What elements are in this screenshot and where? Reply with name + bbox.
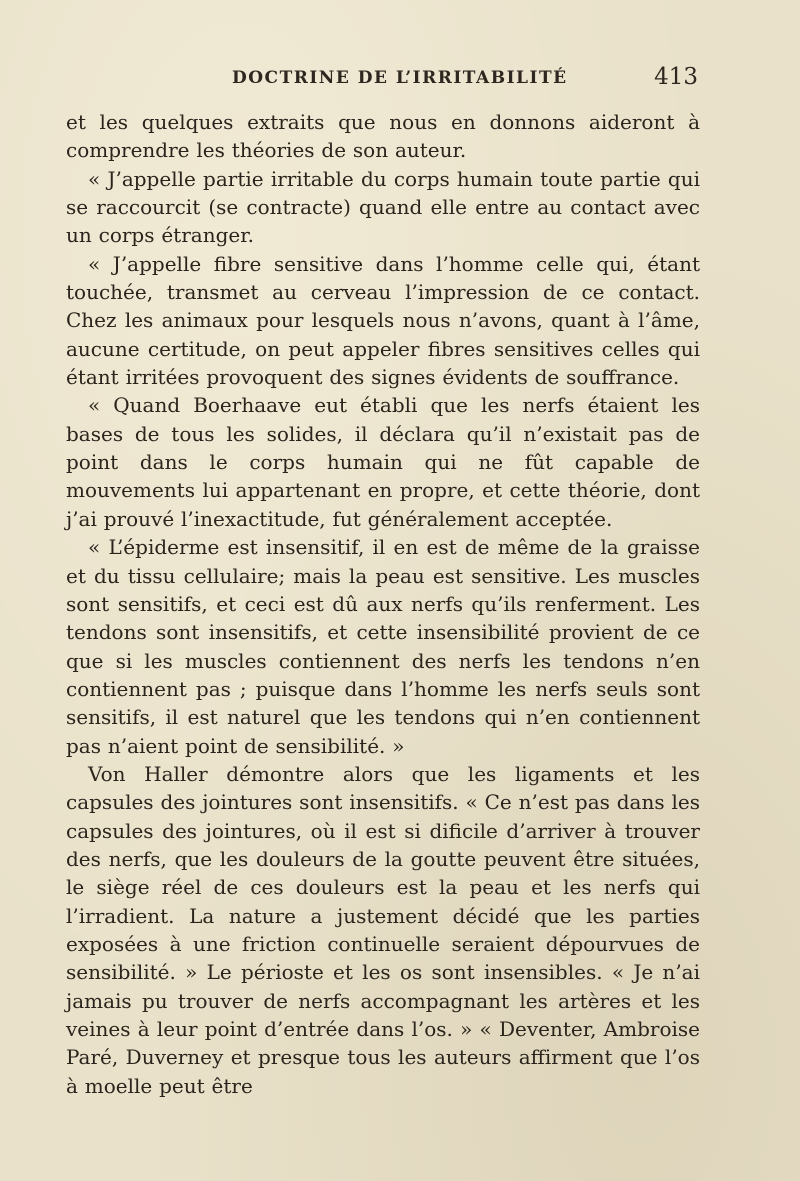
paragraph: « Quand Boerhaave eut établi que les nerfs étaient les bases de tous les solides, il déclara qu’il n’existait pas de point dans le corps humain qui ne fût capable de mouvements lui appartenant en propre, et cette théorie, dont j’ai prouvé l’inexactitude, fut généralement acceptée. [66,393,700,531]
page-header [66,64,702,94]
paragraph: Von Haller démontre alors que les ligaments et les capsules des jointures sont insensitifs. « Ce n’est pas dans les capsules des jointures, où il est si dificile d’arriver à trouver des nerfs, que les douleurs de la goutte peuvent être situées, le siège réel de ces douleurs est la peau et les nerfs qui l’irradient. La nature a justement décidé que les parties exposées à une friction continuelle seraient dépourvues de sensibilité. » Le périoste et les os sont insensibles. « Je n’ai jamais pu trouver de nerfs accompagnant les artères et les veines à leur point d’entrée dans l’os. » « Deventer, Ambroise Paré, Duverney et presque tous les auteurs affirment que l’os à moelle peut être [66,761,700,1098]
body-text [66,108,700,1100]
running-title: DOCTRINE DE L’IRRITABILITÉ [232,68,568,88]
paragraph: « J’appelle partie irritable du corps humain toute partie qui se raccourcit (se contracte) quand elle entre au contact avec un corps étranger. [66,166,700,248]
page-number: 413 [654,64,698,90]
paragraph: « J’appelle fibre sensitive dans l’homme celle qui, étant touchée, transmet au cerveau l’impression de ce contact. Chez les animaux pour lesquels nous n’avons, quant à l’âme, aucune certitude, on peut appeler fibres sensitives celles qui étant irritées provoquent des signes évidents de souffrance. [66,251,700,390]
paragraph: et les quelques extraits que nous en donnons aideront à comprendre les théories de son auteur. [66,110,700,163]
paragraph: « L’épiderme est insensitif, il en est de même de la graisse et du tissu cellulaire; mais la peau est sensitive. Les muscles sont sensitifs, et ceci est dû aux nerfs qu’ils renferment. Les tendons sont insensitifs, et cette insensibilité provient de ce que si les muscles contiennent des nerfs les tendons n’en contiennent pas ; puisque dans l’homme les nerfs seuls sont sensitifs, il est naturel que les tendons qui n’en contiennent pas n’aient point de sensibilité. » [66,535,700,758]
